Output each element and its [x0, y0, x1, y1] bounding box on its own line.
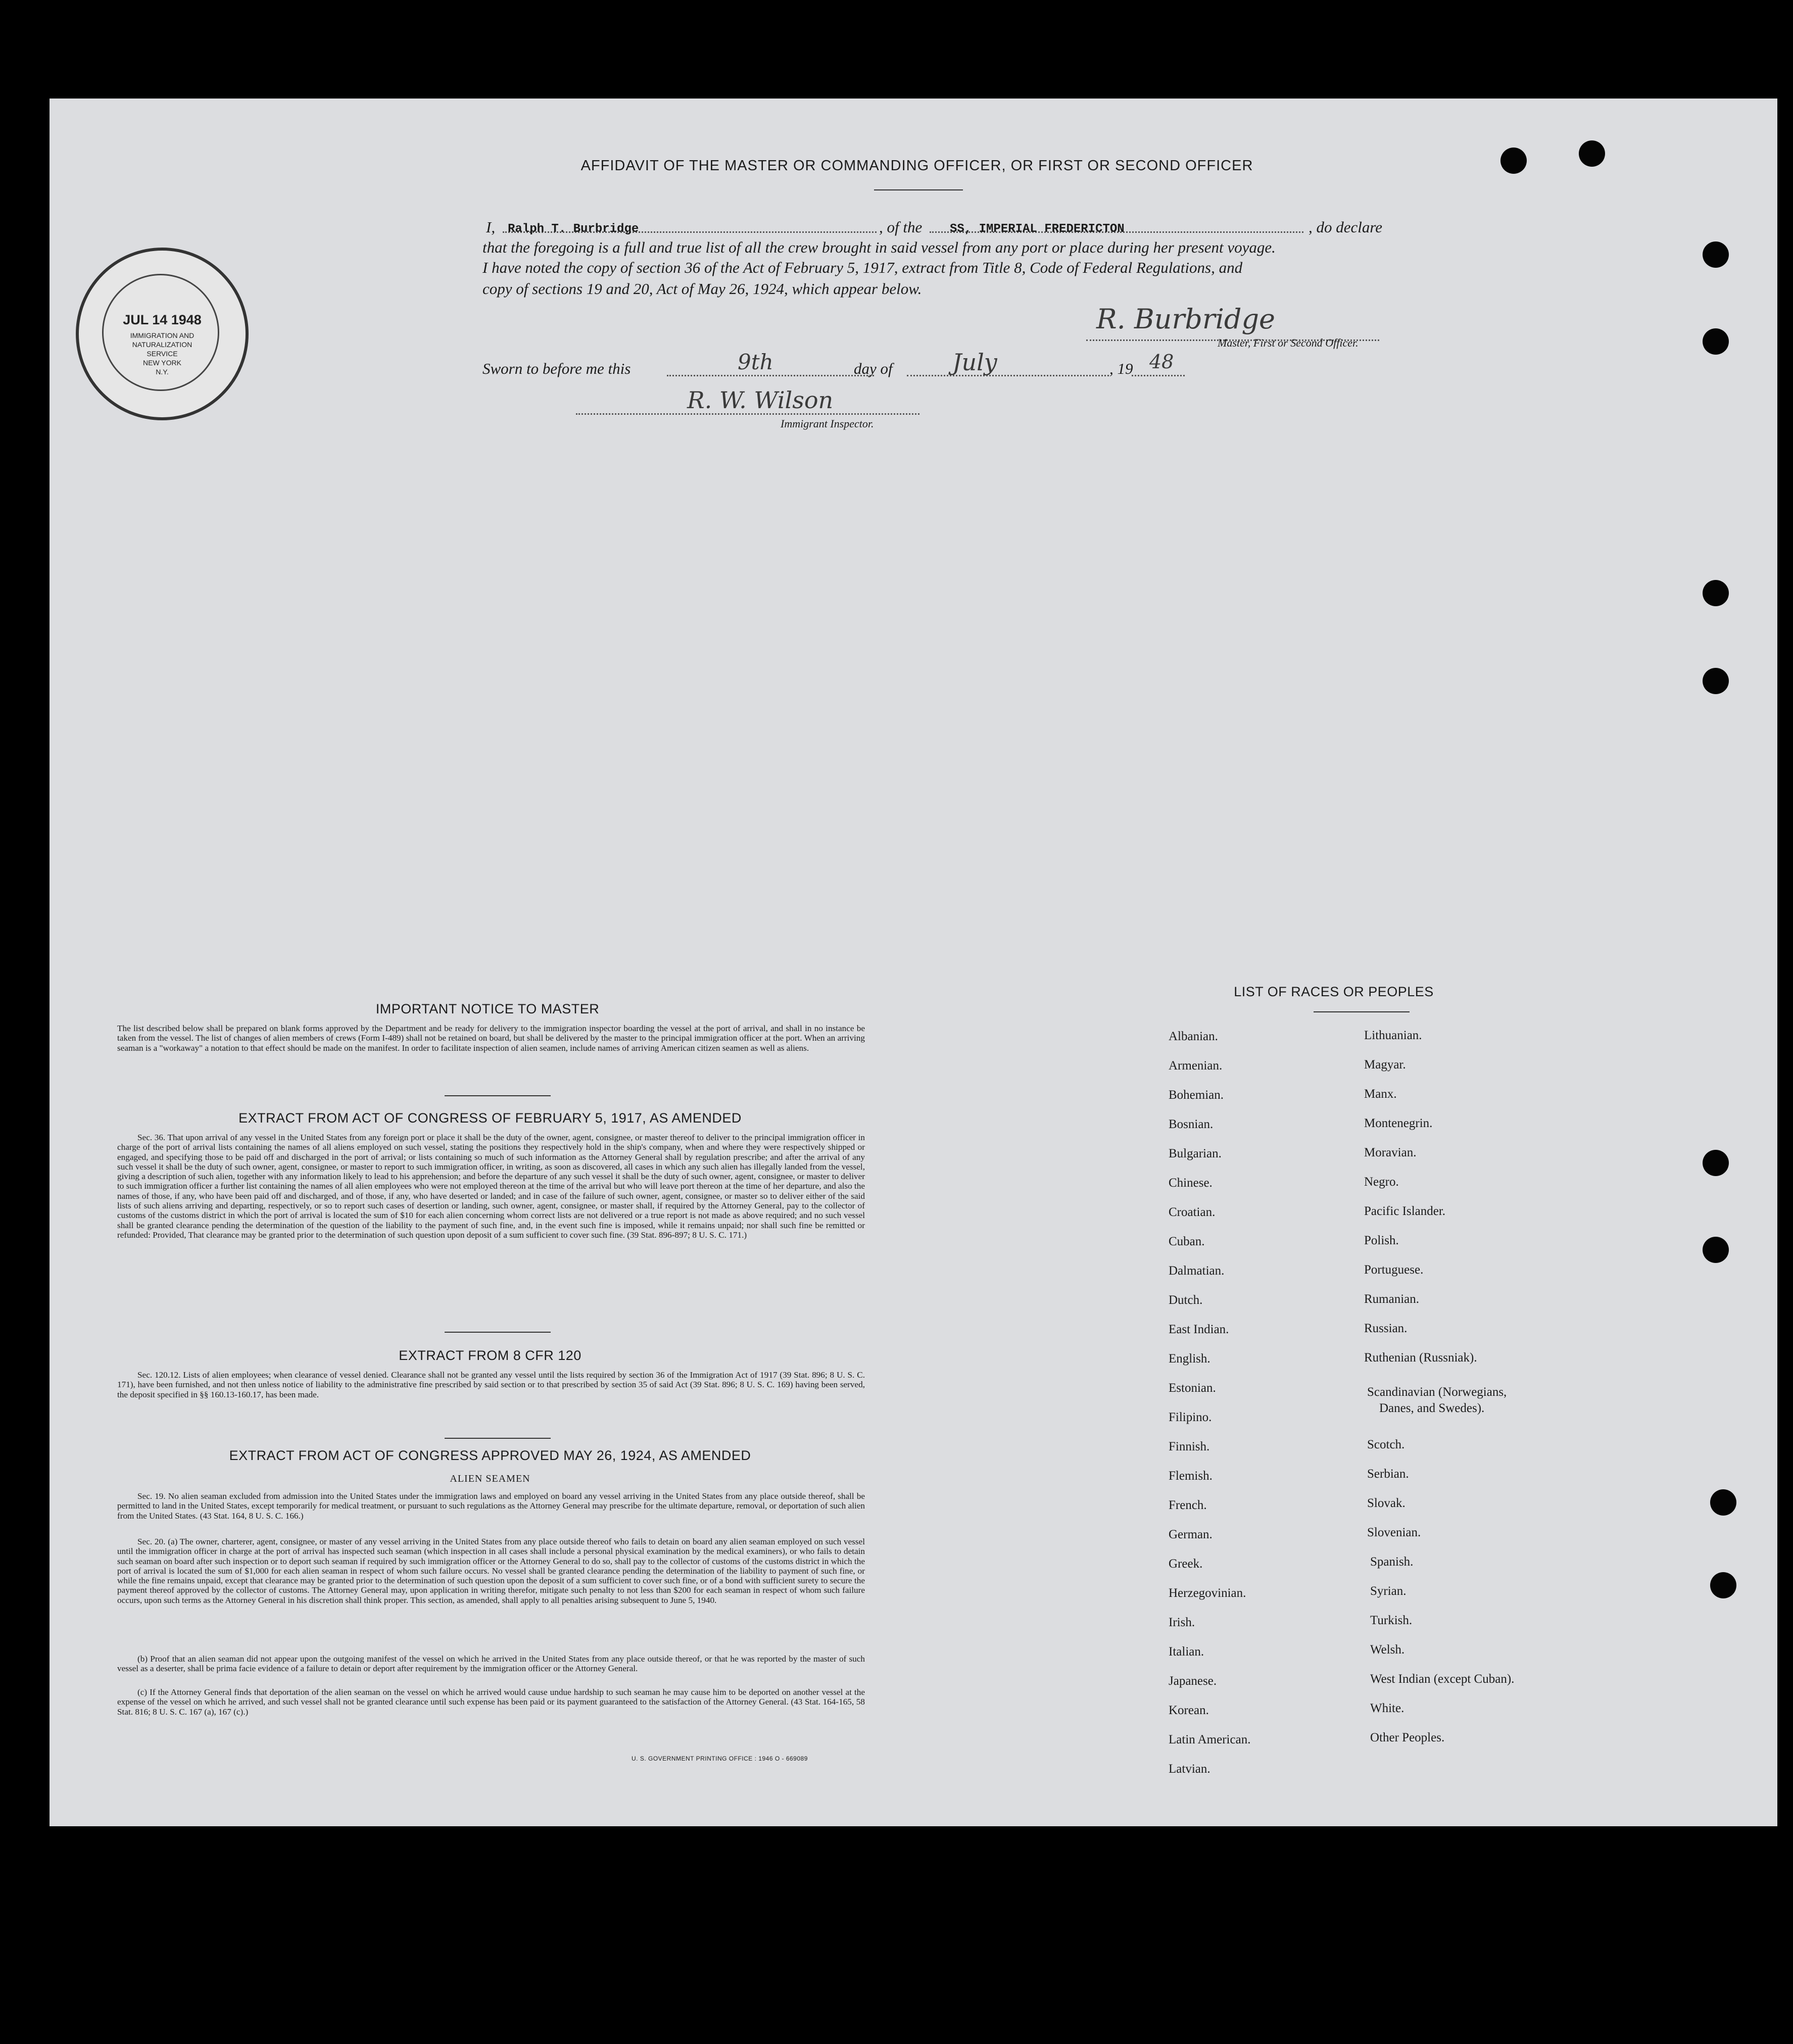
race-item: Pacific Islander. — [1364, 1204, 1446, 1218]
sworn-month-line — [907, 375, 1109, 376]
sworn-day: 9th — [738, 350, 773, 374]
extract-1924-sec20a: Sec. 20. (a) The owner, charterer, agent, consignee, or master of any vessel arriving in the United States from any place outside thereof who fails to detain on board any alien seaman employed on such vessel until the immigration officer in charge at the port of arrival has inspected such seaman (which inspection in all cases shall include a personal physical examination by the medical examiners), or who fails to detain such seaman on board after such inspection or to deport such seaman if required by such immigration officer or the Attorney General to do so, shall pay to the collector of customs of the customs district in which the port of arrival is located the sum of $1,000 for each alien seaman in respect of whom such failure occurs. No vessel shall be granted clearance pending the determination of the liability to payment of such fine, or while the fine remains unpaid, except that clearance may be granted prior to the determination of such question upon the deposit of a sum sufficient to cover such fine, or of a bond with sufficient surety to secure the payment thereof approved by the collector of customs. The Attorney General may, upon application in writing therefor, mitigate such penalty to not less than $200 for each seaman in respect of whom such failure occurs, upon such terms as the Attorney General in his discretion shall think proper. This section, as amended, shall apply to all penalties arising subsequent to June 5, 1940. — [117, 1537, 865, 1605]
race-item: Japanese. — [1169, 1674, 1217, 1688]
affidavit-title: AFFIDAVIT OF THE MASTER OR COMMANDING OFFICER, OR FIRST OR SECOND OFFICER — [580, 158, 1253, 174]
binder-hole — [1500, 148, 1527, 174]
binder-hole — [1703, 241, 1729, 268]
extract-1924-title: EXTRACT FROM ACT OF CONGRESS APPROVED MAY 26, 1924, AS AMENDED — [229, 1448, 751, 1463]
extract-1924-subtitle: ALIEN SEAMEN — [450, 1473, 530, 1484]
binder-hole — [1703, 1150, 1729, 1176]
race-item: Herzegovinian. — [1169, 1586, 1246, 1600]
race-item: Serbian. — [1367, 1467, 1409, 1481]
inspector-signature: R. W. Wilson — [687, 386, 834, 414]
notice-rule — [445, 1095, 551, 1096]
race-item: Scotch. — [1367, 1438, 1405, 1451]
sworn-month: July — [952, 349, 997, 376]
races-title: LIST OF RACES OR PEOPLES — [1234, 984, 1434, 999]
stamp-line-5: N.Y. — [156, 368, 169, 376]
race-item: Magyar. — [1364, 1058, 1406, 1072]
race-item: Manx. — [1364, 1087, 1397, 1101]
year-suffix: 48 — [1149, 351, 1174, 373]
race-item: Lithuanian. — [1364, 1029, 1422, 1042]
race-item: Irish. — [1169, 1616, 1195, 1629]
immigration-stamp — [76, 248, 249, 420]
race-item: Armenian. — [1169, 1059, 1223, 1073]
race-item: Croatian. — [1169, 1205, 1216, 1219]
race-item: Syrian. — [1370, 1584, 1407, 1598]
race-item: Welsh. — [1370, 1643, 1405, 1657]
stamp-line-1: IMMIGRATION AND — [130, 331, 195, 339]
extract-1924-sec19: Sec. 19. No alien seaman excluded from admission into the United States under the immigration laws and employed on board any vessel arriving in the United States from any place outside thereof, shall be permitted to land in the United States, except temporarily for medical treatment, or pursuant to such regulations as the Attorney General may prescribe for the ultimate departure, removal, or deportation of such alien from the United States. (43 Stat. 164, 8 U. S. C. 166.) — [117, 1491, 865, 1521]
of-the-label: , of the — [879, 218, 923, 236]
binder-hole — [1703, 1237, 1729, 1263]
extract-1924-sec20b: (b) Proof that an alien seaman did not appear upon the outgoing manifest of the vessel on which he arrived in the United States from any place outside thereof, or that he was reported by the master of such vessel as a deserter, shall be prima facie evidence of a failure to detain or deport after requirement by the immigration officer or the Attorney General. — [117, 1654, 865, 1674]
extract-cfr-title: EXTRACT FROM 8 CFR 120 — [399, 1348, 581, 1363]
master-name: Ralph T. Burbridge — [508, 222, 639, 236]
race-item: Filipino. — [1169, 1410, 1212, 1424]
binder-hole — [1703, 328, 1729, 355]
stamp-date: JUL 14 1948 — [123, 312, 202, 327]
race-item: Turkish. — [1370, 1614, 1413, 1627]
binder-hole — [1710, 1572, 1736, 1598]
race-item: Italian. — [1169, 1645, 1204, 1659]
race-item: Chinese. — [1169, 1176, 1213, 1190]
race-item: Slovenian. — [1367, 1526, 1421, 1539]
printer-imprint: U. S. GOVERNMENT PRINTING OFFICE : 1946 O - 669089 — [632, 1755, 808, 1762]
extract-cfr-body: Sec. 120.12. Lists of alien employees; when clearance of vessel denied. Clearance shall not be granted any vessel until the lists required by section 36 of the Immigration Act of 1917 (39 Stat. 896; 8 U. S. C. 171), have been furnished, and not then unless notice of liability to the administrative fine prescribed by said section or to that prescribed by section 35 of said Act (39 Stat. 896; 8 U. S. C. 169) having been served, the deposit specified in §§ 160.13-160.17, has been made. — [117, 1370, 865, 1399]
race-item: Greek. — [1169, 1557, 1203, 1571]
do-declare-label: , do declare — [1309, 218, 1383, 236]
race-item: Latin American. — [1169, 1733, 1251, 1746]
race-item: French. — [1169, 1498, 1207, 1512]
race-item: Negro. — [1364, 1175, 1399, 1189]
affidavit-line-2: that the foregoing is a full and true list of all the crew brought in said vessel from any port or place during her present voyage. — [482, 238, 1276, 256]
race-item: English. — [1169, 1352, 1210, 1366]
race-item: Cuban. — [1169, 1235, 1205, 1248]
extract-1917-rule — [445, 1332, 551, 1333]
race-item: Estonian. — [1169, 1381, 1216, 1395]
race-item: Bohemian. — [1169, 1088, 1224, 1102]
year-line — [1132, 375, 1185, 376]
race-item: Danes, and Swedes). — [1379, 1401, 1485, 1415]
race-item: East Indian. — [1169, 1323, 1229, 1336]
race-item: Moravian. — [1364, 1146, 1417, 1159]
race-item: Spanish. — [1370, 1555, 1414, 1569]
race-item: Albanian. — [1169, 1030, 1218, 1043]
race-item: Bulgarian. — [1169, 1147, 1222, 1160]
binder-hole — [1710, 1489, 1736, 1516]
sworn-label: Sworn to before me this — [482, 360, 631, 377]
title-rule — [874, 189, 963, 190]
race-item: Finnish. — [1169, 1440, 1210, 1453]
race-item: Dalmatian. — [1169, 1264, 1225, 1278]
declarant-label: I, — [486, 218, 496, 236]
stamp-line-4: NEW YORK — [143, 359, 181, 367]
binder-hole — [1703, 668, 1729, 694]
inspector-signature-line — [576, 413, 919, 415]
stamp-line-3: SERVICE — [147, 350, 178, 358]
notice-body: The list described below shall be prepared on blank forms approved by the Department and be ready for delivery to the immigration inspector boarding the vessel at the port of arrival, and shall in no instance be taken from the vessel. The list of changes of alien members of crews (Form I-489) shall not be retained on board, but shall be delivered by the master to the principal immigration officer at the port. When an arriving seaman is a "workaway" a notation to that effect should be made on the manifest. In order to facilitate inspection of alien seamen, include names of arriving American citizen seamen as well as aliens. — [117, 1024, 865, 1053]
race-item: Other Peoples. — [1370, 1731, 1445, 1744]
race-item: Montenegrin. — [1364, 1116, 1433, 1130]
extract-1917-title: EXTRACT FROM ACT OF CONGRESS OF FEBRUARY 5, 1917, AS AMENDED — [238, 1110, 742, 1126]
race-item: White. — [1370, 1701, 1404, 1715]
race-item: Dutch. — [1169, 1293, 1203, 1307]
day-of-label: day of — [854, 360, 893, 377]
race-item: Latvian. — [1169, 1762, 1210, 1776]
stamp-line-2: NATURALIZATION — [132, 340, 192, 349]
extract-1924-sec20c: (c) If the Attorney General finds that deportation of the alien seaman on the vessel on which he arrived would cause undue hardship to such seaman he may cause him to be deported on another vessel at the expense of the vessel on which he arrived, and such vessel shall not be granted clearance until such expense has been paid or its payment guaranteed to the satisfaction of the Attorney General. (43 Stat. 164-165, 58 Stat. 816; 8 U. S. C. 167 (a), 167 (c).) — [117, 1687, 865, 1717]
inspector-caption: Immigrant Inspector. — [781, 417, 874, 430]
race-item: Flemish. — [1169, 1469, 1213, 1483]
race-item: Ruthenian (Russniak). — [1364, 1351, 1477, 1365]
race-item: West Indian (except Cuban). — [1370, 1672, 1515, 1686]
affidavit-line-3: I have noted the copy of section 36 of the Act of February 5, 1917, extract from Title 8, Code of Federal Regulations, and — [482, 259, 1243, 276]
master-signature-caption: Master, First or Second Officer. — [1218, 336, 1359, 349]
sworn-day-line — [667, 375, 874, 376]
race-item: Slovak. — [1367, 1496, 1406, 1510]
race-item: Scandinavian (Norwegians, — [1367, 1385, 1507, 1399]
master-signature: R. Burbridge — [1096, 303, 1276, 335]
binder-hole — [1579, 140, 1605, 167]
vessel-name: SS, IMPERIAL FREDERICTON — [950, 222, 1125, 236]
extract-cfr-rule — [445, 1438, 551, 1439]
race-item: Bosnian. — [1169, 1117, 1214, 1131]
races-rule — [1314, 1011, 1410, 1012]
extract-1917-body: Sec. 36. That upon arrival of any vessel in the United States from any foreign port or place it shall be the duty of the owner, agent, consignee, or master thereof to deliver to the principal immigration officer in charge of the port of arrival lists containing the names of all aliens employed on such vessel, stating the positions they respectively hold in the ship's company, when and where they were respectively shipped or engaged, and specifying those to be paid off and discharged in the port of arrival; or lists containing so much of such information as the Attorney General shall by regulation prescribe; and after the arrival of any such vessel it shall be the duty of such owner, agent, consignee, or master to report to such immigration officer, in writing, as soon as discovered, all cases in which any such alien has illegally landed from the vessel, giving a description of such alien, together with any information likely to lead to his apprehension; and before the departure of any such vessel it shall be the duty of such owner, agent, consignee, or master to deliver to such immigration officer a further list containing the names of all alien employees who were not employed thereon at the time of the arrival but who will leave port thereon at the time of her departure, and also the names of those, if any, who have been paid off and discharged, and of those, if any, who have deserted or landed; and in case of the failure of such owner, agent, consignee, or master so to deliver either of the said lists of such aliens arriving and departing, respectively, or so to report such cases of desertion or landing, such owner, agent, consignee, or master shall, if required by the Attorney General, pay to the collector of customs of the customs district in which the port of arrival is located the sum of $10 for each alien concerning whom correct lists are not delivered or a true report is not made as above required; and no such vessel shall be granted clearance pending the determination of the question of the liability to the payment of such fine, and, in the event such fine is imposed, while it remains unpaid; nor shall such fine be remitted or refunded: Provided, That clearance may be granted prior to the determination of such question upon deposit of a sum sufficient to cover such fine. (39 Stat. 896-897; 8 U. S. C. 171.) — [117, 1133, 865, 1240]
race-item: Polish. — [1364, 1234, 1399, 1247]
race-item: Korean. — [1169, 1704, 1209, 1717]
race-item: Portuguese. — [1364, 1263, 1424, 1277]
race-item: German. — [1169, 1528, 1213, 1541]
race-item: Russian. — [1364, 1322, 1408, 1335]
affidavit-line-4: copy of sections 19 and 20, Act of May 26, 1924, which appear below. — [482, 280, 922, 298]
binder-hole — [1703, 580, 1729, 606]
year-prefix: , 19 — [1109, 360, 1133, 377]
notice-title: IMPORTANT NOTICE TO MASTER — [375, 1001, 600, 1016]
race-item: Rumanian. — [1364, 1292, 1420, 1306]
